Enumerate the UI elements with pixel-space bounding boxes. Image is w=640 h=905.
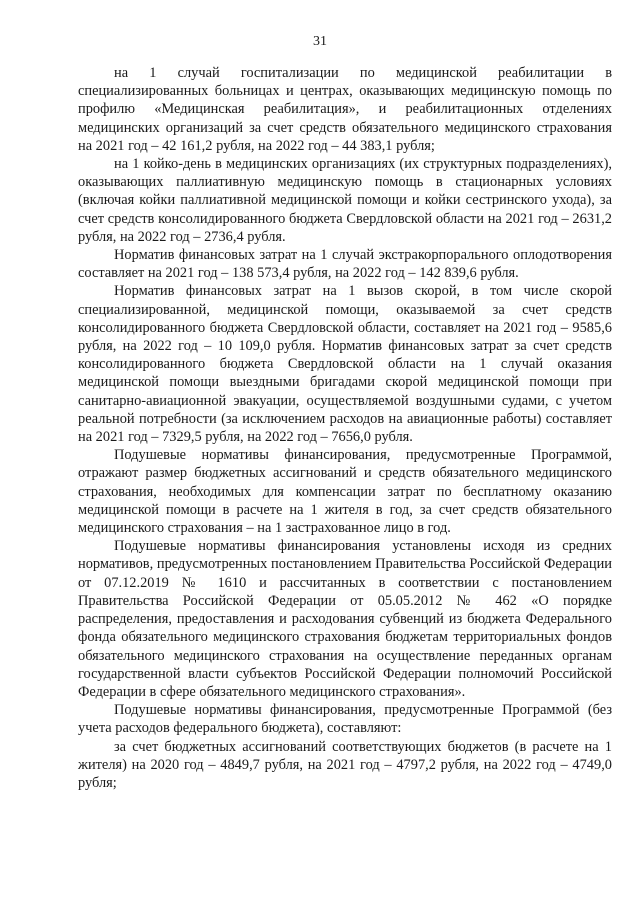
paragraph-palliative-bed-day: на 1 койко-день в медицинских организациях (их структурных подразделениях), оказывающих паллиативную медицинскую помощь в стационарных условиях (включая койки паллиативной медицинской помощи и койки сестринского ухода), за счет средств консолидированного бюджета Свердловской области на 2021 год – 2631,2 рубля, на 2022 год – 2736,4 рубля. xyxy=(78,156,612,245)
paragraph-ambulance-cost-standard: Норматив финансовых затрат на 1 вызов скорой, в том числе скорой специализированной, медицинской помощи, оказываемой за счет средств консолидированного бюджета Свердловской области, составляет на 2021 год – 9585,6 рубля, на 2022 год – 10 109,0 рубля. Норматив финансовых затрат за счет средств консолидированного бюджета Свердловской области на 1 случай оказания медицинской помощи выездными бригадами скорой медицинской помощи при санитарно-авиационной эвакуации, осуществляемой воздушными судами, с учетом реальной потребности (за исключением расходов на авиационные работы) составляет на 2021 год – 7329,5 рубля, на 2022 год – 7656,0 рубля. xyxy=(78,283,612,446)
paragraph-per-capita-standards-definition: Подушевые нормативы финансирования, предусмотренные Программой, отражают размер бюджетных ассигнований и средств обязательного медицинского страхования, необходимых для компенсации затрат по бесплатному оказанию медицинской помощи в расчете на 1 жителя в год, за счет средств обязательного медицинского страхования – на 1 застрахованное лицо в год. xyxy=(78,447,612,537)
paragraph-ivf-cost-standard: Норматив финансовых затрат на 1 случай экстракорпорального оплодотворения составляет на 2021 год – 138 573,4 рубля, на 2022 год – 142 839,6 рубля. xyxy=(78,247,612,282)
paragraph-rehabilitation-hospitalization: на 1 случай госпитализации по медицинской реабилитации в специализированных больницах и центрах, оказывающих медицинскую помощь по профилю «Медицинская реабилитация», и реабилитационных отделениях медицинских организаций за счет средств обязательного медицинского страхования на 2021 год – 42 161,2 рубля, на 2022 год – 44 383,1 рубля; xyxy=(78,65,612,154)
document-body xyxy=(78,64,612,792)
paragraph-per-capita-budget-values: за счет бюджетных ассигнований соответствующих бюджетов (в расчете на 1 жителя) на 2020 год – 4849,7 рубля, на 2021 год – 4797,2 рубля, на 2022 год – 4749,0 рубля; xyxy=(78,738,612,791)
page-number: 31 xyxy=(313,34,327,49)
paragraph-per-capita-standards-basis: Подушевые нормативы финансирования установлены исходя из средних нормативов, предусмотренных постановлением Правительства Российской Федерации от 07.12.2019 № 1610 и рассчитанных в соответствии с постановлением Правительства Российской Федерации от 05.05.2012 № 462 «О порядке распределения, предоставления и расходования субвенций из бюджета Федерального фонда обязательного медицинского страхования бюджетам территориальных фондов обязательного медицинского страхования на осуществление переданных органам государственной власти субъектов Российской Федерации полномочий Российской Федерации в сфере обязательного медицинского страхования». xyxy=(78,538,612,700)
paragraph-per-capita-standards-intro: Подушевые нормативы финансирования, предусмотренные Программой (без учета расходов федерального бюджета), составляют: xyxy=(78,702,612,737)
